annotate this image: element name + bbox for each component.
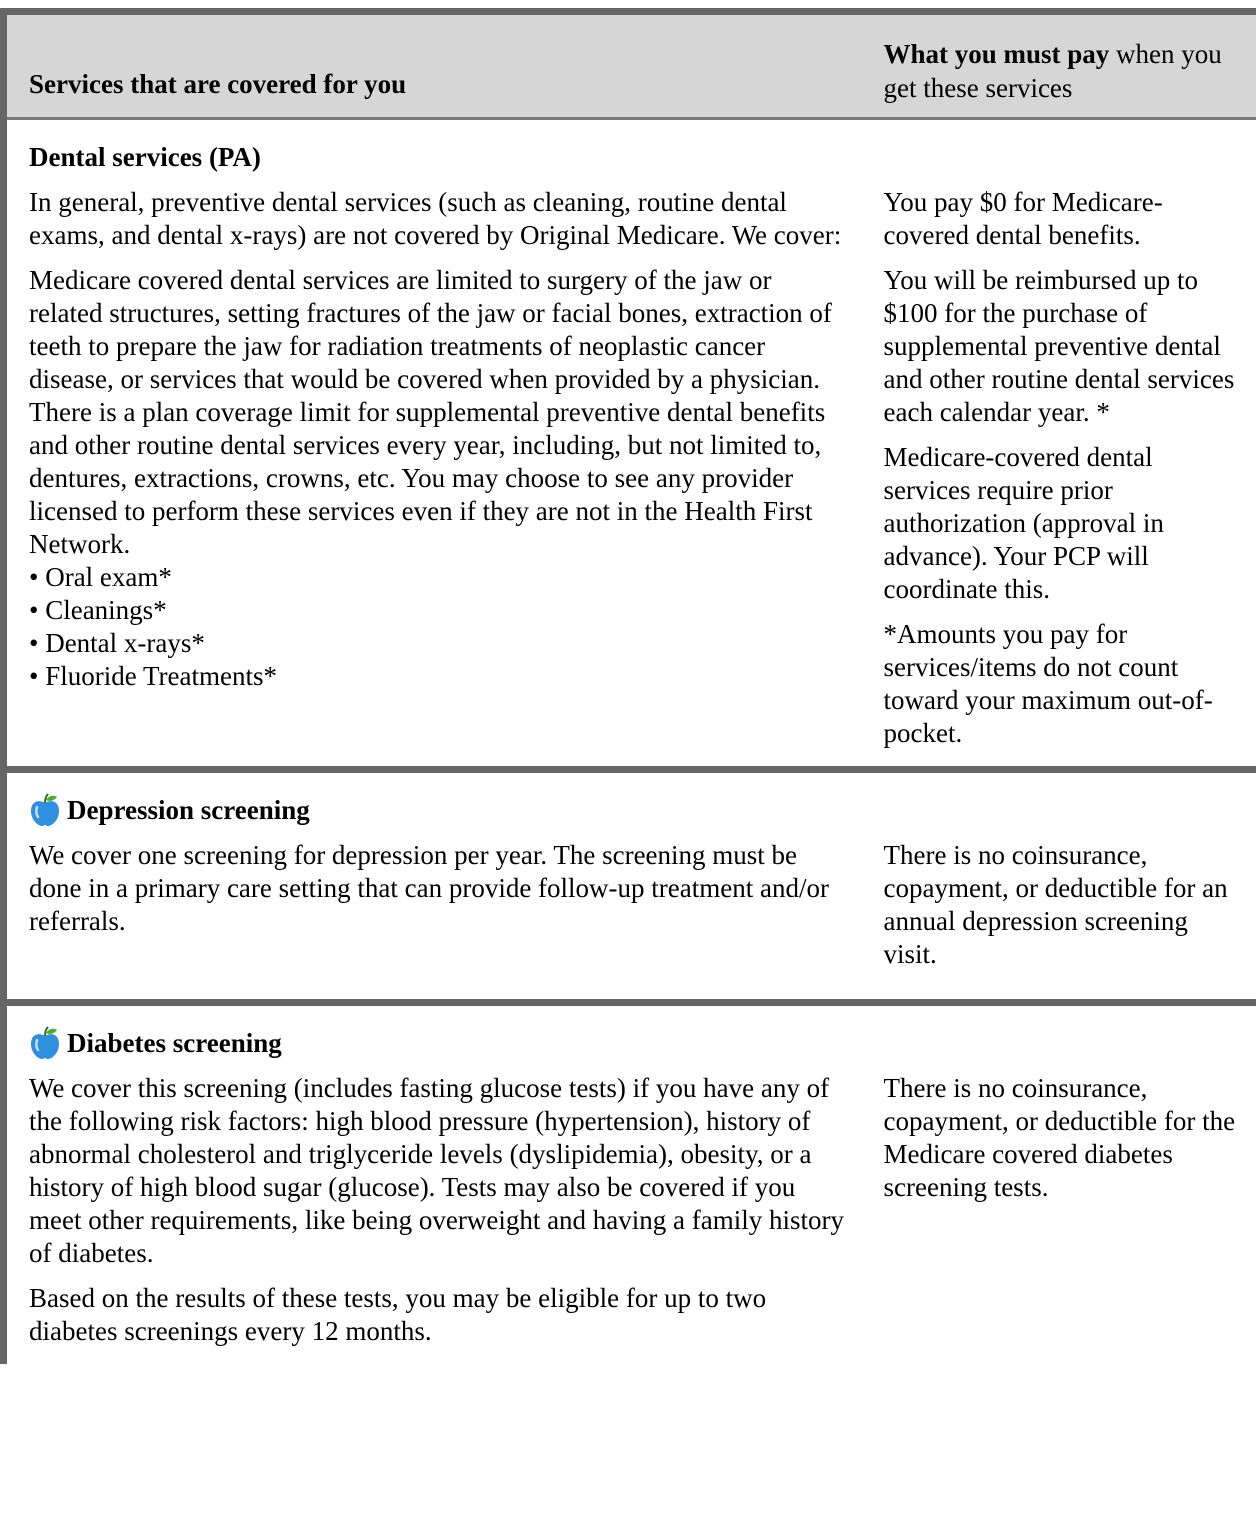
row-title-text: Diabetes screening — [67, 1028, 282, 1058]
row-title-text: Depression screening — [67, 795, 310, 825]
row-title-depression-screening — [29, 793, 852, 827]
benefits-table — [0, 8, 1256, 1364]
list-item: • Fluoride Treatments* — [29, 660, 852, 693]
row-title-diabetes-screening — [29, 1026, 852, 1060]
dental-services-cost — [872, 119, 1256, 767]
row-divider — [4, 999, 1256, 1006]
depression-screening-cost — [872, 773, 1256, 999]
table-header-row — [4, 12, 1256, 119]
dental-oop-note-text: *Amounts you pay for services/items do not count toward your maximum out-of-pocket. — [883, 619, 1213, 748]
row-divider — [4, 766, 1256, 773]
diabetes-screening-description — [4, 1006, 872, 1364]
list-item: • Dental x-rays* — [29, 627, 852, 660]
header-what-you-pay-rest: when you get these services — [883, 39, 1222, 103]
apple-icon — [29, 1026, 61, 1060]
dental-services-description — [4, 119, 872, 767]
diabetes-screening-cost — [872, 1006, 1256, 1364]
apple-icon — [29, 793, 61, 827]
dental-services-list — [29, 561, 852, 693]
list-item: • Oral exam* — [29, 561, 852, 594]
table-row-dental-services — [4, 119, 1256, 767]
dental-prior-auth-text: Medicare-covered dental services require prior authorization (approval in advance). Your PCP will coordinate this. — [883, 442, 1164, 604]
diabetes-screening-text: We cover this screening (includes fasting glucose tests) if you have any of the following risk factors: high blood pressure (hypertension), history of abnormal cholesterol and triglyceride levels (dyslipidemia), obesity, or a history of high blood sugar (glucose). Tests may also be covered if you meet other requirements, like being overweight and having a family history of diabetes. — [29, 1073, 845, 1268]
list-item: • Cleanings* — [29, 594, 852, 627]
dental-coverage-limit-text: There is a plan coverage limit for supplemental preventive dental benefits and other routine dental services every year, including, but not limited to, dentures, extractions, crowns, etc. You may choose to see any provider licensed to perform these services even if they are not in the Health First Network. — [29, 397, 826, 559]
header-what-you-pay-bold: What you must pay — [883, 39, 1110, 69]
dental-intro-text: In general, preventive dental services (such as cleaning, routine dental exams, and dental x-rays) are not covered by Original Medicare. We cover: — [29, 187, 842, 250]
diabetes-eligibility-text: Based on the results of these tests, you may be eligible for up to two diabetes screenings every 12 months. — [29, 1283, 767, 1346]
dental-covered-services-text: Medicare covered dental services are limited to surgery of the jaw or related structures, setting fractures of the jaw or facial bones, extraction of teeth to prepare the jaw for radiation treatments of neoplastic cancer disease, or services that would be covered when provided by a physician. — [29, 265, 832, 394]
depression-screening-text: We cover one screening for depression per year. The screening must be done in a primary care setting that can provide follow-up treatment and/or referrals. — [29, 840, 829, 936]
header-what-you-pay — [872, 12, 1256, 119]
header-services-covered: Services that are covered for you — [4, 12, 872, 119]
row-title-dental-services: Dental services (PA) — [29, 142, 261, 172]
dental-reimbursement-text: You will be reimbursed up to $100 for the purchase of supplemental preventive dental and other routine dental services each calendar year. * — [883, 265, 1235, 427]
table-row-depression-screening — [4, 773, 1256, 999]
depression-cost-text: There is no coinsurance, copayment, or deductible for an annual depression screening visit. — [883, 840, 1228, 969]
depression-screening-description — [4, 773, 872, 999]
benefits-chart-page — [0, 8, 1257, 1537]
dental-cost-text: You pay $0 for Medicare-covered dental benefits. — [883, 187, 1163, 250]
diabetes-cost-text: There is no coinsurance, copayment, or deductible for the Medicare covered diabetes screening tests. — [883, 1073, 1236, 1202]
table-row-diabetes-screening — [4, 1006, 1256, 1364]
